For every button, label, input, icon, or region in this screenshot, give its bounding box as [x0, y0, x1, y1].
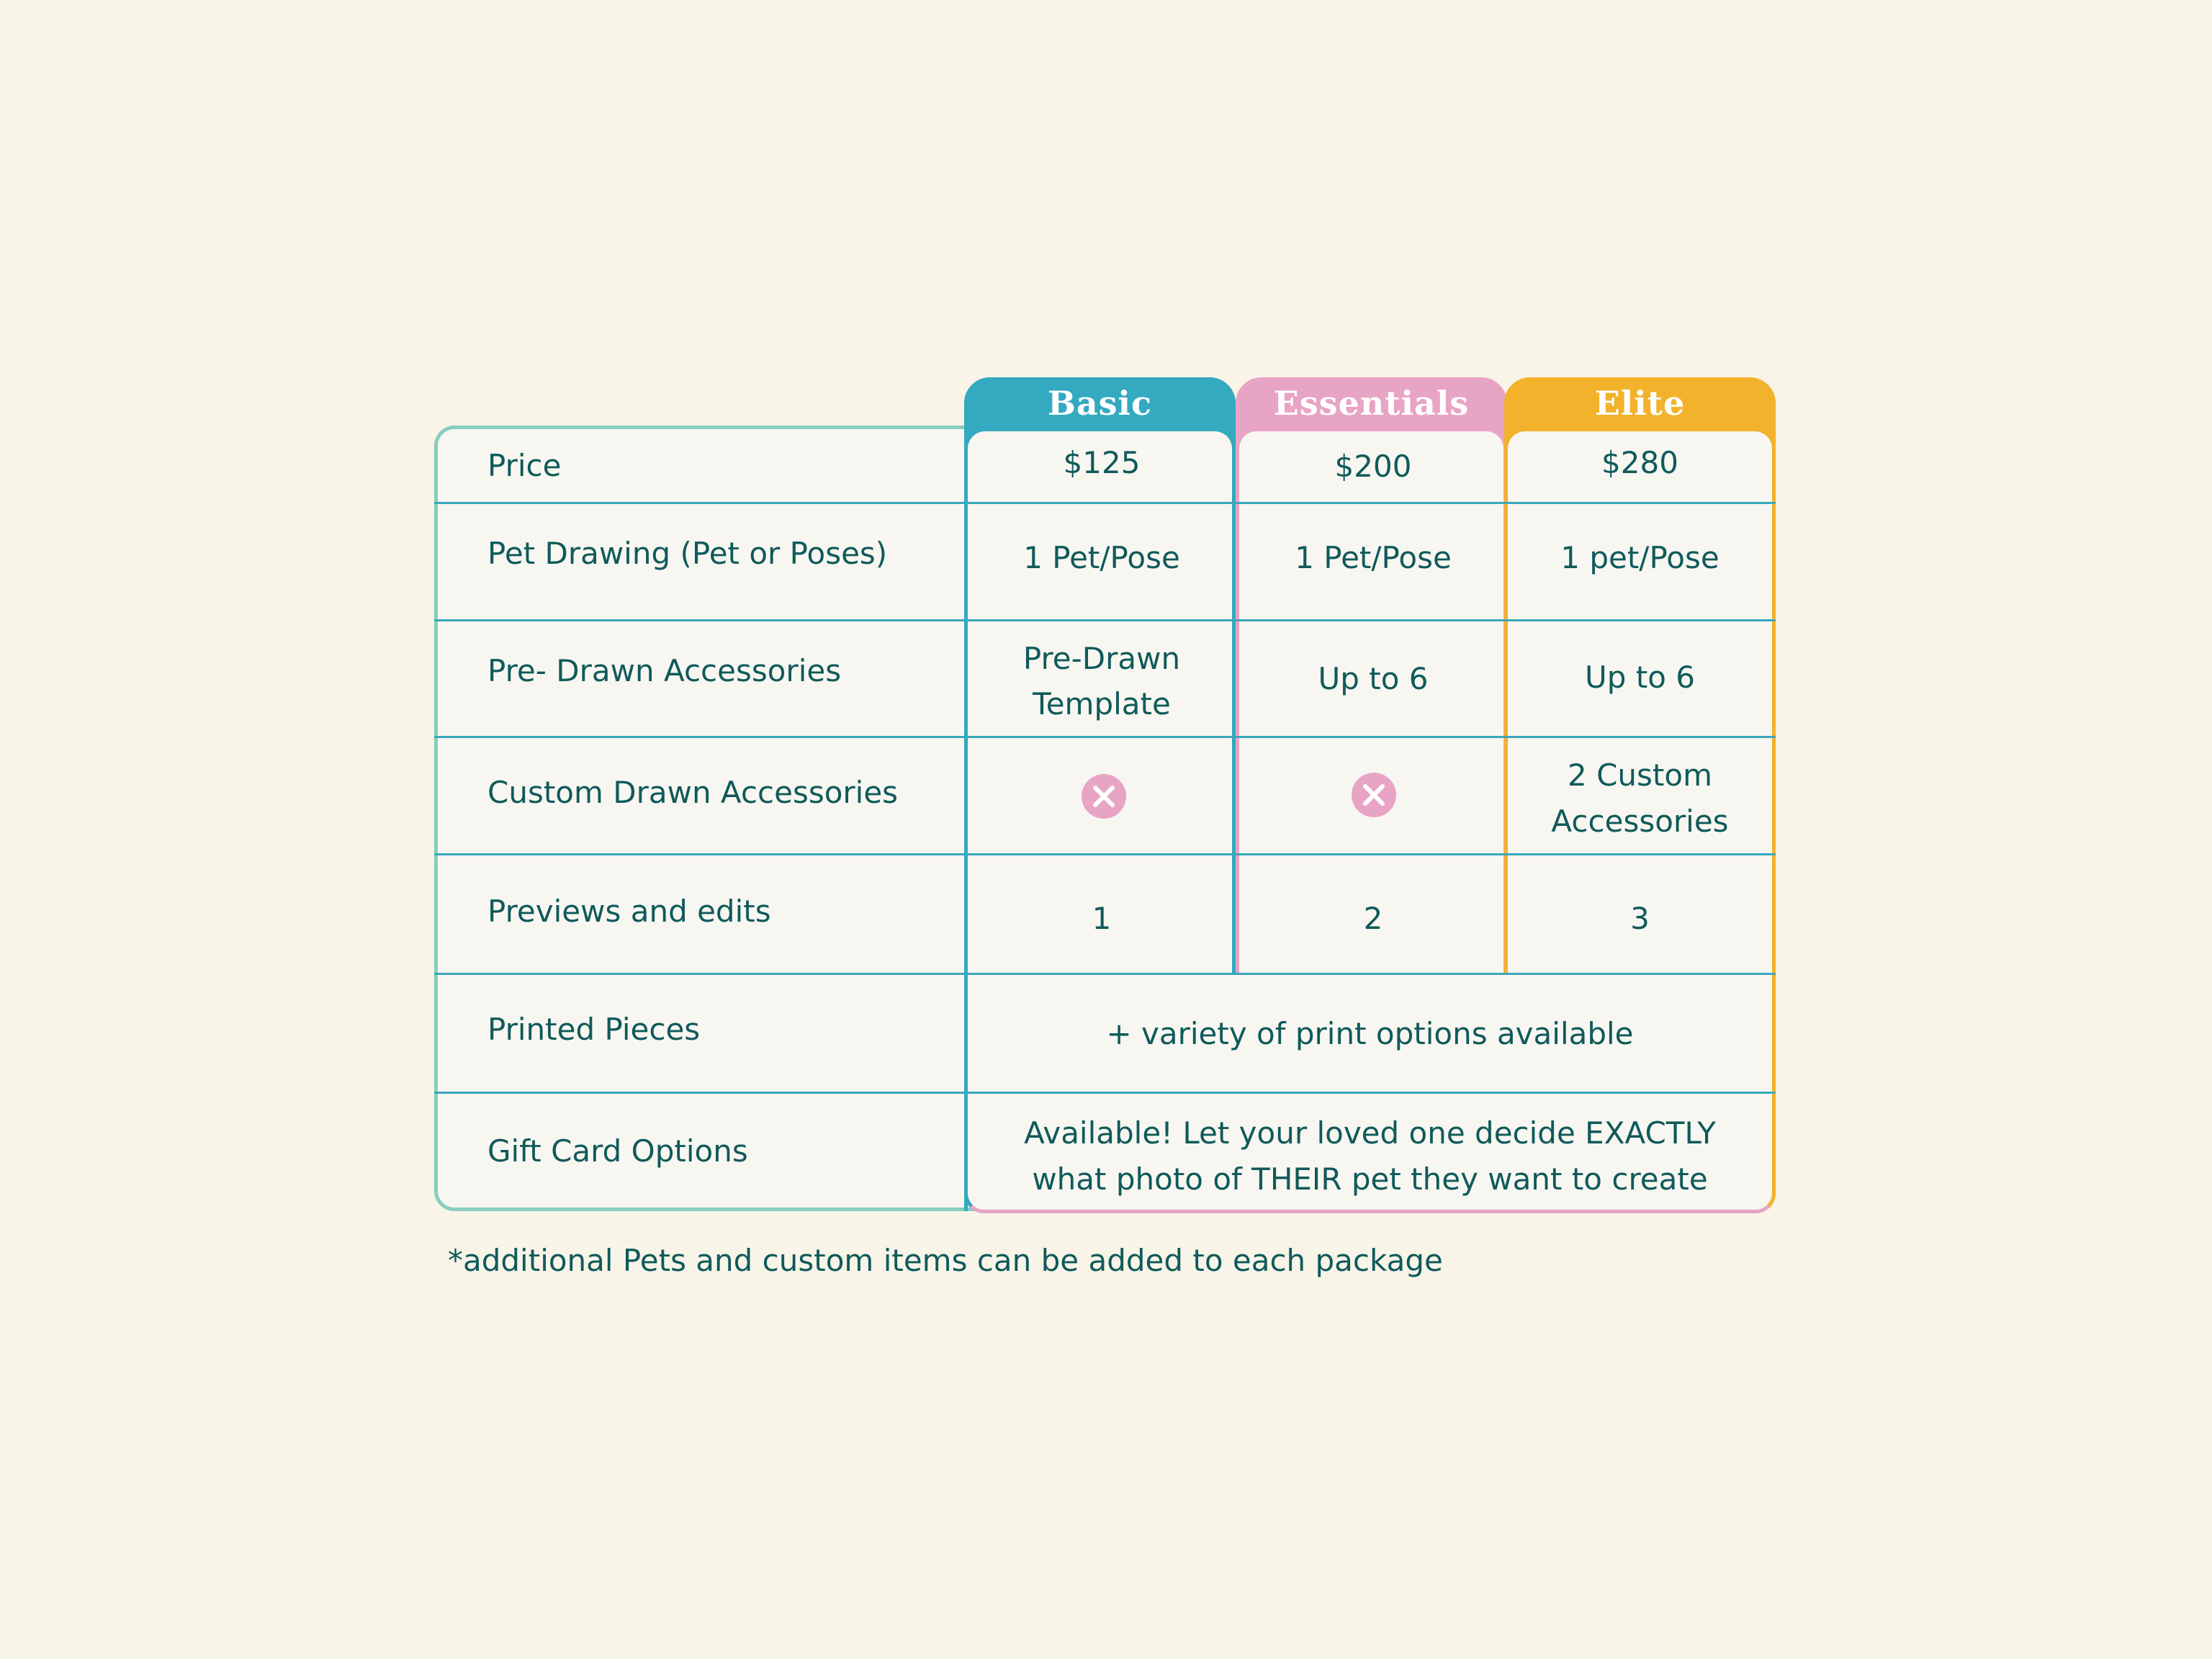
row-divider	[434, 619, 1776, 621]
row-label-pet-drawing: Pet Drawing (Pet or Poses)	[487, 536, 888, 571]
x-circle-icon	[1081, 773, 1127, 819]
row-label-previews: Previews and edits	[487, 894, 771, 929]
row-divider	[434, 1092, 1776, 1094]
plan-name-elite: Elite	[1594, 384, 1686, 423]
plan-name-essentials: Essentials	[1273, 384, 1470, 423]
row-label-gift: Gift Card Options	[487, 1133, 748, 1169]
row-divider	[434, 502, 1776, 504]
elite-previews: 3	[1630, 901, 1650, 936]
elite-pet-drawing: 1 pet/Pose	[1560, 540, 1719, 575]
printed-pieces-value: + variety of print options available	[1106, 1016, 1634, 1051]
basic-pet-drawing: 1 Pet/Pose	[1023, 540, 1180, 575]
elite-price: $280	[1601, 445, 1678, 480]
basic-pre-drawn-line2: Template	[1033, 686, 1171, 721]
x-circle-icon	[1351, 772, 1397, 818]
essentials-previews: 2	[1363, 901, 1383, 936]
elite-custom-line2: Accessories	[1551, 804, 1729, 839]
row-divider	[434, 853, 1776, 855]
elite-custom-line1: 2 Custom	[1568, 757, 1712, 793]
row-label-custom: Custom Drawn Accessories	[487, 775, 899, 810]
basic-previews: 1	[1092, 901, 1112, 936]
row-label-price: Price	[487, 448, 562, 483]
row-divider	[434, 973, 1776, 975]
row-divider	[434, 736, 1776, 738]
basic-pre-drawn-line1: Pre-Drawn	[1022, 641, 1181, 676]
plan-name-basic: Basic	[1047, 384, 1153, 423]
essentials-price: $200	[1334, 449, 1412, 484]
basic-price: $125	[1063, 445, 1141, 480]
row-label-pre-drawn: Pre- Drawn Accessories	[487, 653, 842, 688]
gift-card-value-line2: what photo of THEIR pet they want to create	[1032, 1161, 1708, 1197]
footnote: *additional Pets and custom items can be added to each package	[448, 1243, 1443, 1278]
row-label-printed: Printed Pieces	[487, 1012, 701, 1047]
gift-card-value-line1: Available! Let your loved one decide EXACTLY	[1024, 1115, 1716, 1151]
table-bottom-border	[964, 1188, 1776, 1213]
elite-pre-drawn: Up to 6	[1585, 660, 1695, 695]
essentials-pet-drawing: 1 Pet/Pose	[1295, 540, 1452, 575]
essentials-pre-drawn: Up to 6	[1318, 661, 1429, 696]
shared-right-border	[1772, 974, 1776, 1190]
